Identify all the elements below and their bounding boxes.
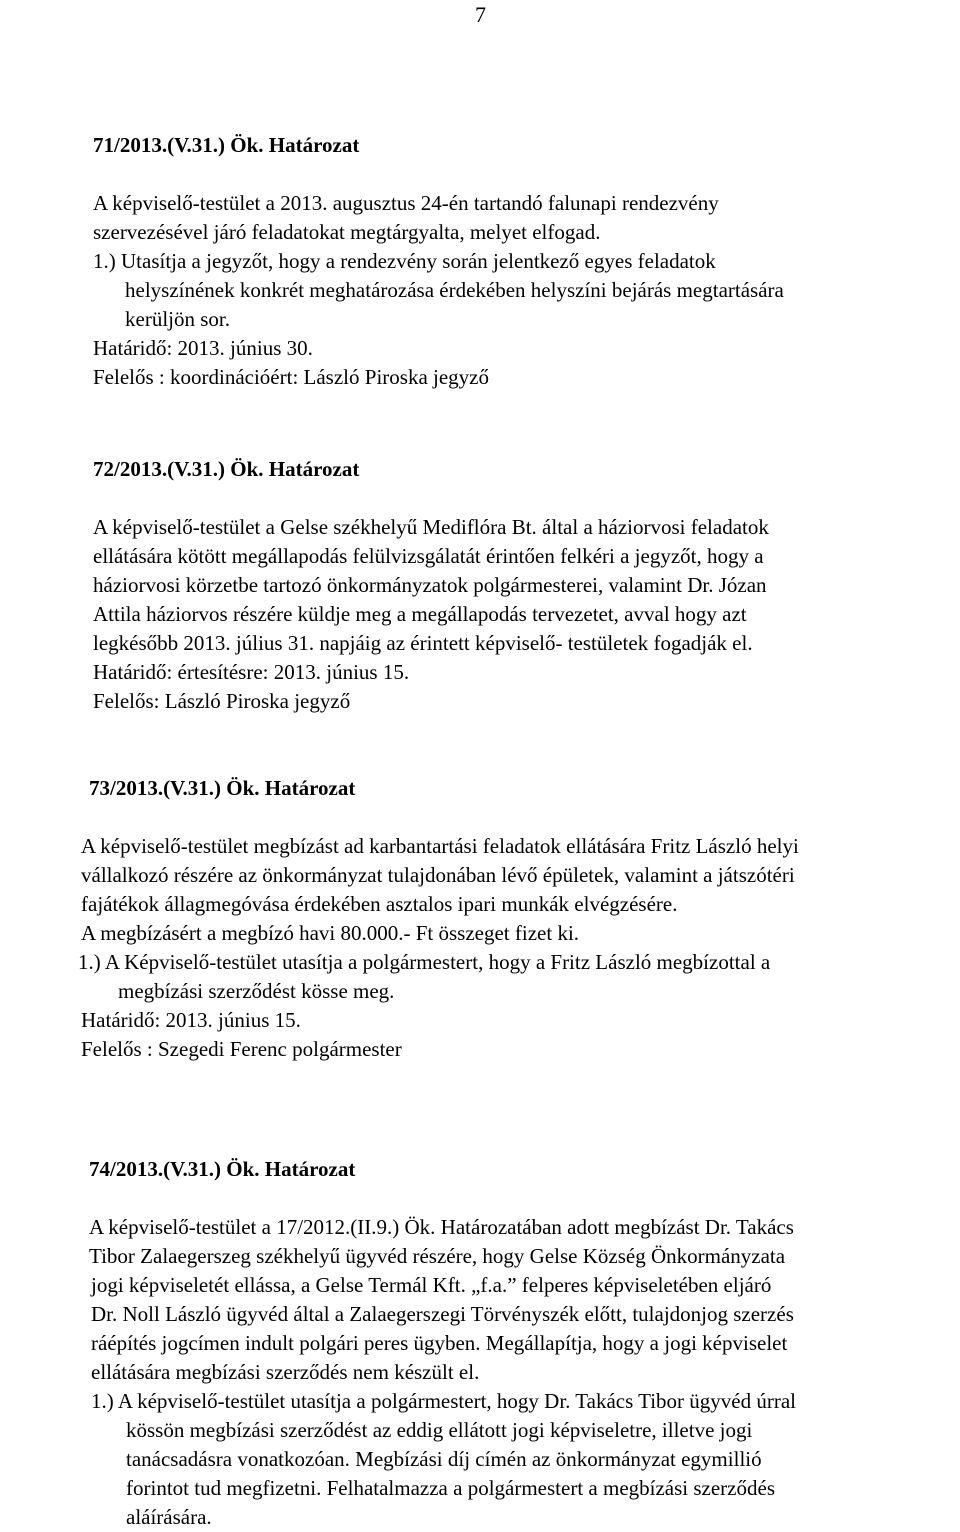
page-number: 7: [475, 2, 486, 27]
resolution-text-line: aláírására.: [126, 1505, 212, 1529]
responsible-line: Felelős : koordinációért: László Piroska jegyző: [93, 365, 489, 389]
resolution-text-line: vállalkozó részére az önkormányzat tulajdonában lévő épületek, valamint a játszótéri: [81, 863, 795, 887]
resolution-text-line: Tibor Zalaegerszeg székhelyű ügyvéd részére, hogy Gelse Község Önkormányzata: [89, 1244, 786, 1268]
deadline-line: Határidő: értesítésre: 2013. június 15.: [93, 660, 410, 684]
resolution-text-line: A képviselő-testület a 17/2012.(II.9.) Ök. Határozatában adott megbízást Dr. Takács: [89, 1215, 794, 1239]
resolution-72: [0, 455, 960, 716]
resolution-text-line: A megbízásért a megbízó havi 80.000.- Ft összeget fizet ki.: [81, 921, 580, 945]
resolution-text-line: kössön megbízási szerződést az eddig ellátott jogi képviseletre, illetve jogi: [126, 1418, 753, 1442]
resolution-heading: 72/2013.(V.31.) Ök. Határozat: [93, 457, 360, 481]
resolution-text-line: legkésőbb 2013. július 31. napjáig az érintett képviselő- testületek fogadják el.: [93, 631, 753, 655]
resolution-heading: 74/2013.(V.31.) Ök. Határozat: [89, 1157, 356, 1181]
resolution-heading: 71/2013.(V.31.) Ök. Határozat: [93, 133, 360, 157]
resolution-text-line: fajátékok állagmegóvása érdekében asztalos ipari munkák elvégzésére.: [81, 892, 678, 916]
responsible-line: Felelős: László Piroska jegyző: [93, 689, 351, 713]
resolution-text-line: szervezésével járó feladatokat megtárgyalta, melyet elfogad.: [93, 220, 601, 244]
resolution-73: [0, 774, 960, 1064]
resolution-text-line: 1.) A képviselő-testület utasítja a polgármestert, hogy Dr. Takács Tibor ügyvéd úrral: [91, 1389, 797, 1413]
resolution-74: [0, 1155, 960, 1532]
resolution-71: [0, 131, 960, 392]
resolution-text-line: A képviselő-testület a 2013. augusztus 24-én tartandó falunapi rendezvény: [93, 191, 719, 215]
deadline-line: Határidő: 2013. június 30.: [93, 336, 313, 360]
resolution-heading: 73/2013.(V.31.) Ök. Határozat: [89, 776, 356, 800]
resolution-text-line: ellátására megbízási szerződés nem készült el.: [91, 1360, 480, 1384]
resolution-text-line: ellátására kötött megállapodás felülvizsgálatát érintően felkéri a jegyzőt, hogy a: [93, 544, 764, 568]
responsible-line: Felelős : Szegedi Ferenc polgármester: [81, 1037, 402, 1061]
deadline-line: Határidő: 2013. június 15.: [81, 1008, 301, 1032]
resolution-text-line: háziorvosi körzetbe tartozó önkormányzatok polgármesterei, valamint Dr. Józan: [93, 573, 767, 597]
resolution-text-line: tanácsadásra vonatkozóan. Megbízási díj címén az önkormányzat egymillió: [126, 1447, 762, 1471]
resolution-text-line: jogi képviseletét ellássa, a Gelse Termál Kft. „f.a.” felperes képviseletében eljáró: [91, 1273, 772, 1297]
resolution-text-line: Dr. Noll László ügyvéd által a Zalaegerszegi Törvényszék előtt, tulajdonjog szerzés: [91, 1302, 794, 1326]
resolution-text-line: A képviselő-testület megbízást ad karbantartási feladatok ellátására Fritz László helyi: [81, 834, 799, 858]
resolution-text-line: 1.) A Képviselő-testület utasítja a polgármestert, hogy a Fritz László megbízottal a: [78, 950, 771, 974]
resolution-text-line: forintot tud megfizetni. Felhatalmazza a polgármestert a megbízási szerződés: [126, 1476, 775, 1500]
resolution-text-line: Attila háziorvos részére küldje meg a megállapodás tervezetet, avval hogy azt: [93, 602, 747, 626]
resolution-text-line: A képviselő-testület a Gelse székhelyű Mediflóra Bt. által a háziorvosi feladatok: [93, 515, 769, 539]
resolution-text-line: ráépítés jogcímen indult polgári peres ügyben. Megállapítja, hogy a jogi képviselet: [91, 1331, 788, 1355]
resolution-text-line: megbízási szerződést kösse meg.: [118, 979, 395, 1003]
resolution-text-line: helyszínének konkrét meghatározása érdekében helyszíni bejárás megtartására: [125, 278, 784, 302]
resolution-text-line: kerüljön sor.: [125, 307, 230, 331]
resolution-text-line: 1.) Utasítja a jegyzőt, hogy a rendezvény során jelentkező egyes feladatok: [93, 249, 716, 273]
